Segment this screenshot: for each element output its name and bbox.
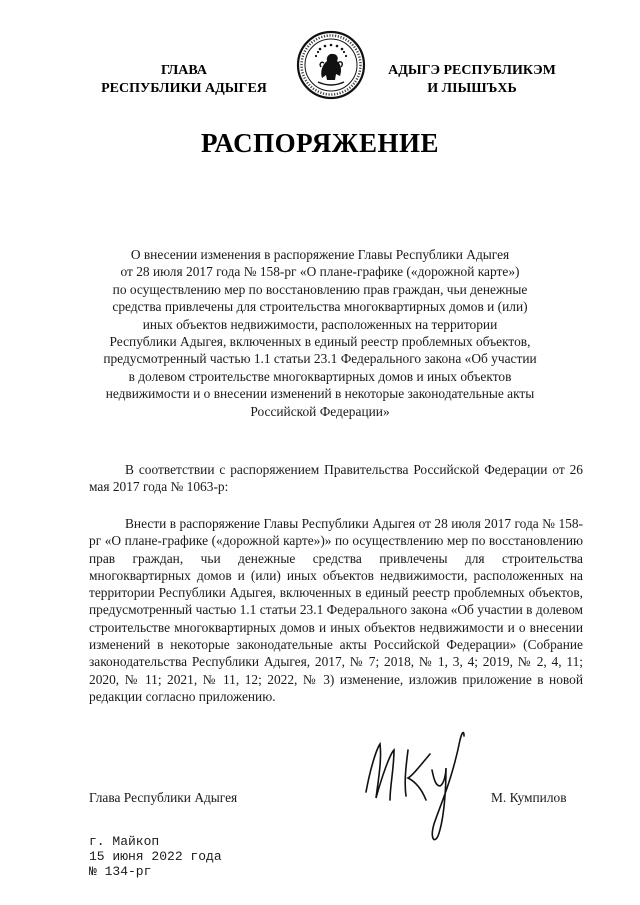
header-left-line1: ГЛАВА xyxy=(161,63,207,78)
subject-line: по осуществлению мер по восстановлению прав граждан, чьи денежные xyxy=(112,281,528,297)
signatory-position: Глава Республики Адыгея xyxy=(89,790,238,805)
issue-city: г. Майкоп xyxy=(89,834,160,849)
preamble-paragraph: В соответствии с распоряжением Правительства Российской Федерации от 26 мая 2017 года № 1063-р: xyxy=(89,462,583,495)
subject-line: средства привлечены для строительства многоквартирных домов и (или) xyxy=(112,299,528,315)
header-left-line2: РЕСПУБЛИКИ АДЫГЕЯ xyxy=(101,81,267,96)
document-footer xyxy=(89,834,222,879)
subject-line: в долевом строительстве многоквартирных домов и иных объектов xyxy=(128,368,512,384)
subject-line: Республики Адыгея, включенных в единый реестр проблемных объектов, xyxy=(109,334,531,350)
document-title: РАСПОРЯЖЕНИЕ xyxy=(200,128,440,158)
subject-line: недвижимости и о внесении изменений в некоторые законодательные акты xyxy=(105,386,535,402)
signatory-name: М. Кумпилов xyxy=(491,790,567,805)
document-number: № 134-рг xyxy=(89,864,152,879)
subject-line: Российской Федерации» xyxy=(250,403,390,419)
header-left xyxy=(88,62,280,98)
adygea-coat-of-arms-icon xyxy=(296,30,366,100)
issue-date: 15 июня 2022 года xyxy=(89,849,222,864)
header-right-line1: АДЫГЭ РЕСПУБЛИКЭМ xyxy=(388,63,556,78)
subject-line: иных объектов недвижимости, расположенных на территории xyxy=(142,316,498,332)
header-right-line2: И ЛІЫШЪХЬ xyxy=(427,81,517,96)
header-right xyxy=(382,62,562,98)
handwritten-signature-icon xyxy=(360,720,475,850)
subject-block xyxy=(100,246,540,420)
subject-line: от 28 июля 2017 года № 158-рг «О плане-графике («дорожной карте») xyxy=(120,264,520,280)
subject-line: О внесении изменения в распоряжение Главы Республики Адыгея xyxy=(130,247,510,262)
subject-line: предусмотренный частью 1.1 статьи 23.1 Федерального закона «Об участии xyxy=(103,351,537,367)
resolution-paragraph: Внести в распоряжение Главы Республики Адыгея от 28 июля 2017 года № 158-рг «О плане-графике («дорожной карте»)» по осуществлению мер по восстановлению прав граждан, чьи денежные средства привлечены для строительства многоквартирных домов и (или) иных объектов недвижимости, расположенных на территории Республики Адыгея, включенных в единый реестр проблемных объектов, предусмотренный частью 1.1 статьи 23.1 Федерального закона «Об участии в долевом строительстве многоквартирных домов и иных объектов недвижимости и о внесении изменений в некоторые законодательные акты Российской Федерации» (Собрание законодательства Республики Адыгея, 2017, № 7; 2018, № 1, 3, 4; 2019, № 2, 4, 11; 2020, № 11; 2021, № 11, 12; 2022, № 3) изменение, изложив приложение в новой редакции согласно приложению. xyxy=(89,516,583,704)
